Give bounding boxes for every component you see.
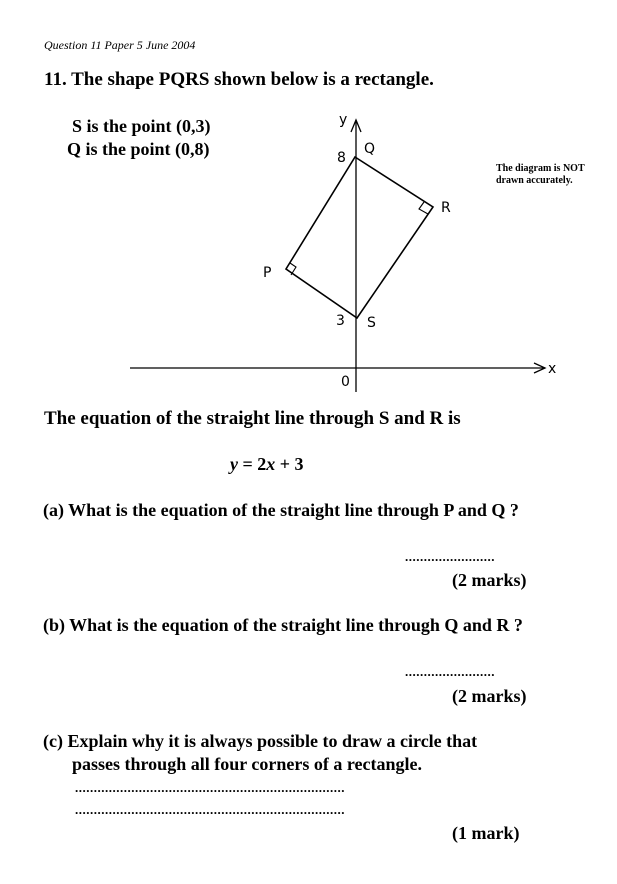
tick-label-8: 8 bbox=[337, 150, 346, 166]
part-a-answer-line: ........................ bbox=[405, 549, 495, 564]
vertex-label-r: R bbox=[441, 200, 451, 216]
part-c-question-line1: (c) Explain why it is always possible to draw a circle that bbox=[43, 731, 478, 751]
equation-constant: + 3 bbox=[275, 454, 304, 474]
part-c-question-line2: passes through all four corners of a rectangle. bbox=[72, 754, 422, 774]
origin-label: 0 bbox=[341, 374, 350, 390]
given-point-q: Q is the point (0,8) bbox=[67, 139, 210, 159]
rectangle-pqrs bbox=[286, 157, 433, 318]
given-point-s: S is the point (0,3) bbox=[72, 116, 211, 136]
part-b-marks: (2 marks) bbox=[452, 686, 527, 706]
equation-x: x bbox=[266, 454, 276, 474]
part-c-answer-line-2: ........................................................................ bbox=[75, 802, 345, 817]
tick-label-3: 3 bbox=[336, 313, 345, 329]
vertex-label-q: Q bbox=[364, 141, 376, 157]
part-b-question: (b) What is the equation of the straight line through Q and R ? bbox=[43, 615, 523, 635]
part-a-question: (a) What is the equation of the straight line through P and Q ? bbox=[43, 500, 519, 520]
question-title: 11. The shape PQRS shown below is a rectangle. bbox=[44, 69, 434, 90]
equation-equals: = bbox=[238, 454, 258, 474]
question-stem: The equation of the straight line through S and R is bbox=[44, 408, 461, 429]
vertex-label-s: S bbox=[367, 315, 376, 331]
diagram-accuracy-note: The diagram is NOT drawn accurately. bbox=[496, 163, 585, 186]
part-c-answer-line-1: ........................................................................ bbox=[75, 780, 345, 795]
equation-y: y bbox=[230, 454, 238, 474]
part-a-marks: (2 marks) bbox=[452, 570, 527, 590]
x-axis-label: x bbox=[548, 361, 557, 377]
vertex-label-p: P bbox=[263, 265, 272, 281]
equation-coefficient: 2 bbox=[257, 454, 267, 474]
line-equation bbox=[230, 454, 304, 475]
part-c-marks: (1 mark) bbox=[452, 823, 520, 843]
rectangle-diagram bbox=[0, 0, 617, 400]
question-source: Question 11 Paper 5 June 2004 bbox=[44, 38, 196, 52]
part-b-answer-line: ........................ bbox=[405, 664, 495, 679]
y-axis-label: y bbox=[339, 112, 348, 128]
